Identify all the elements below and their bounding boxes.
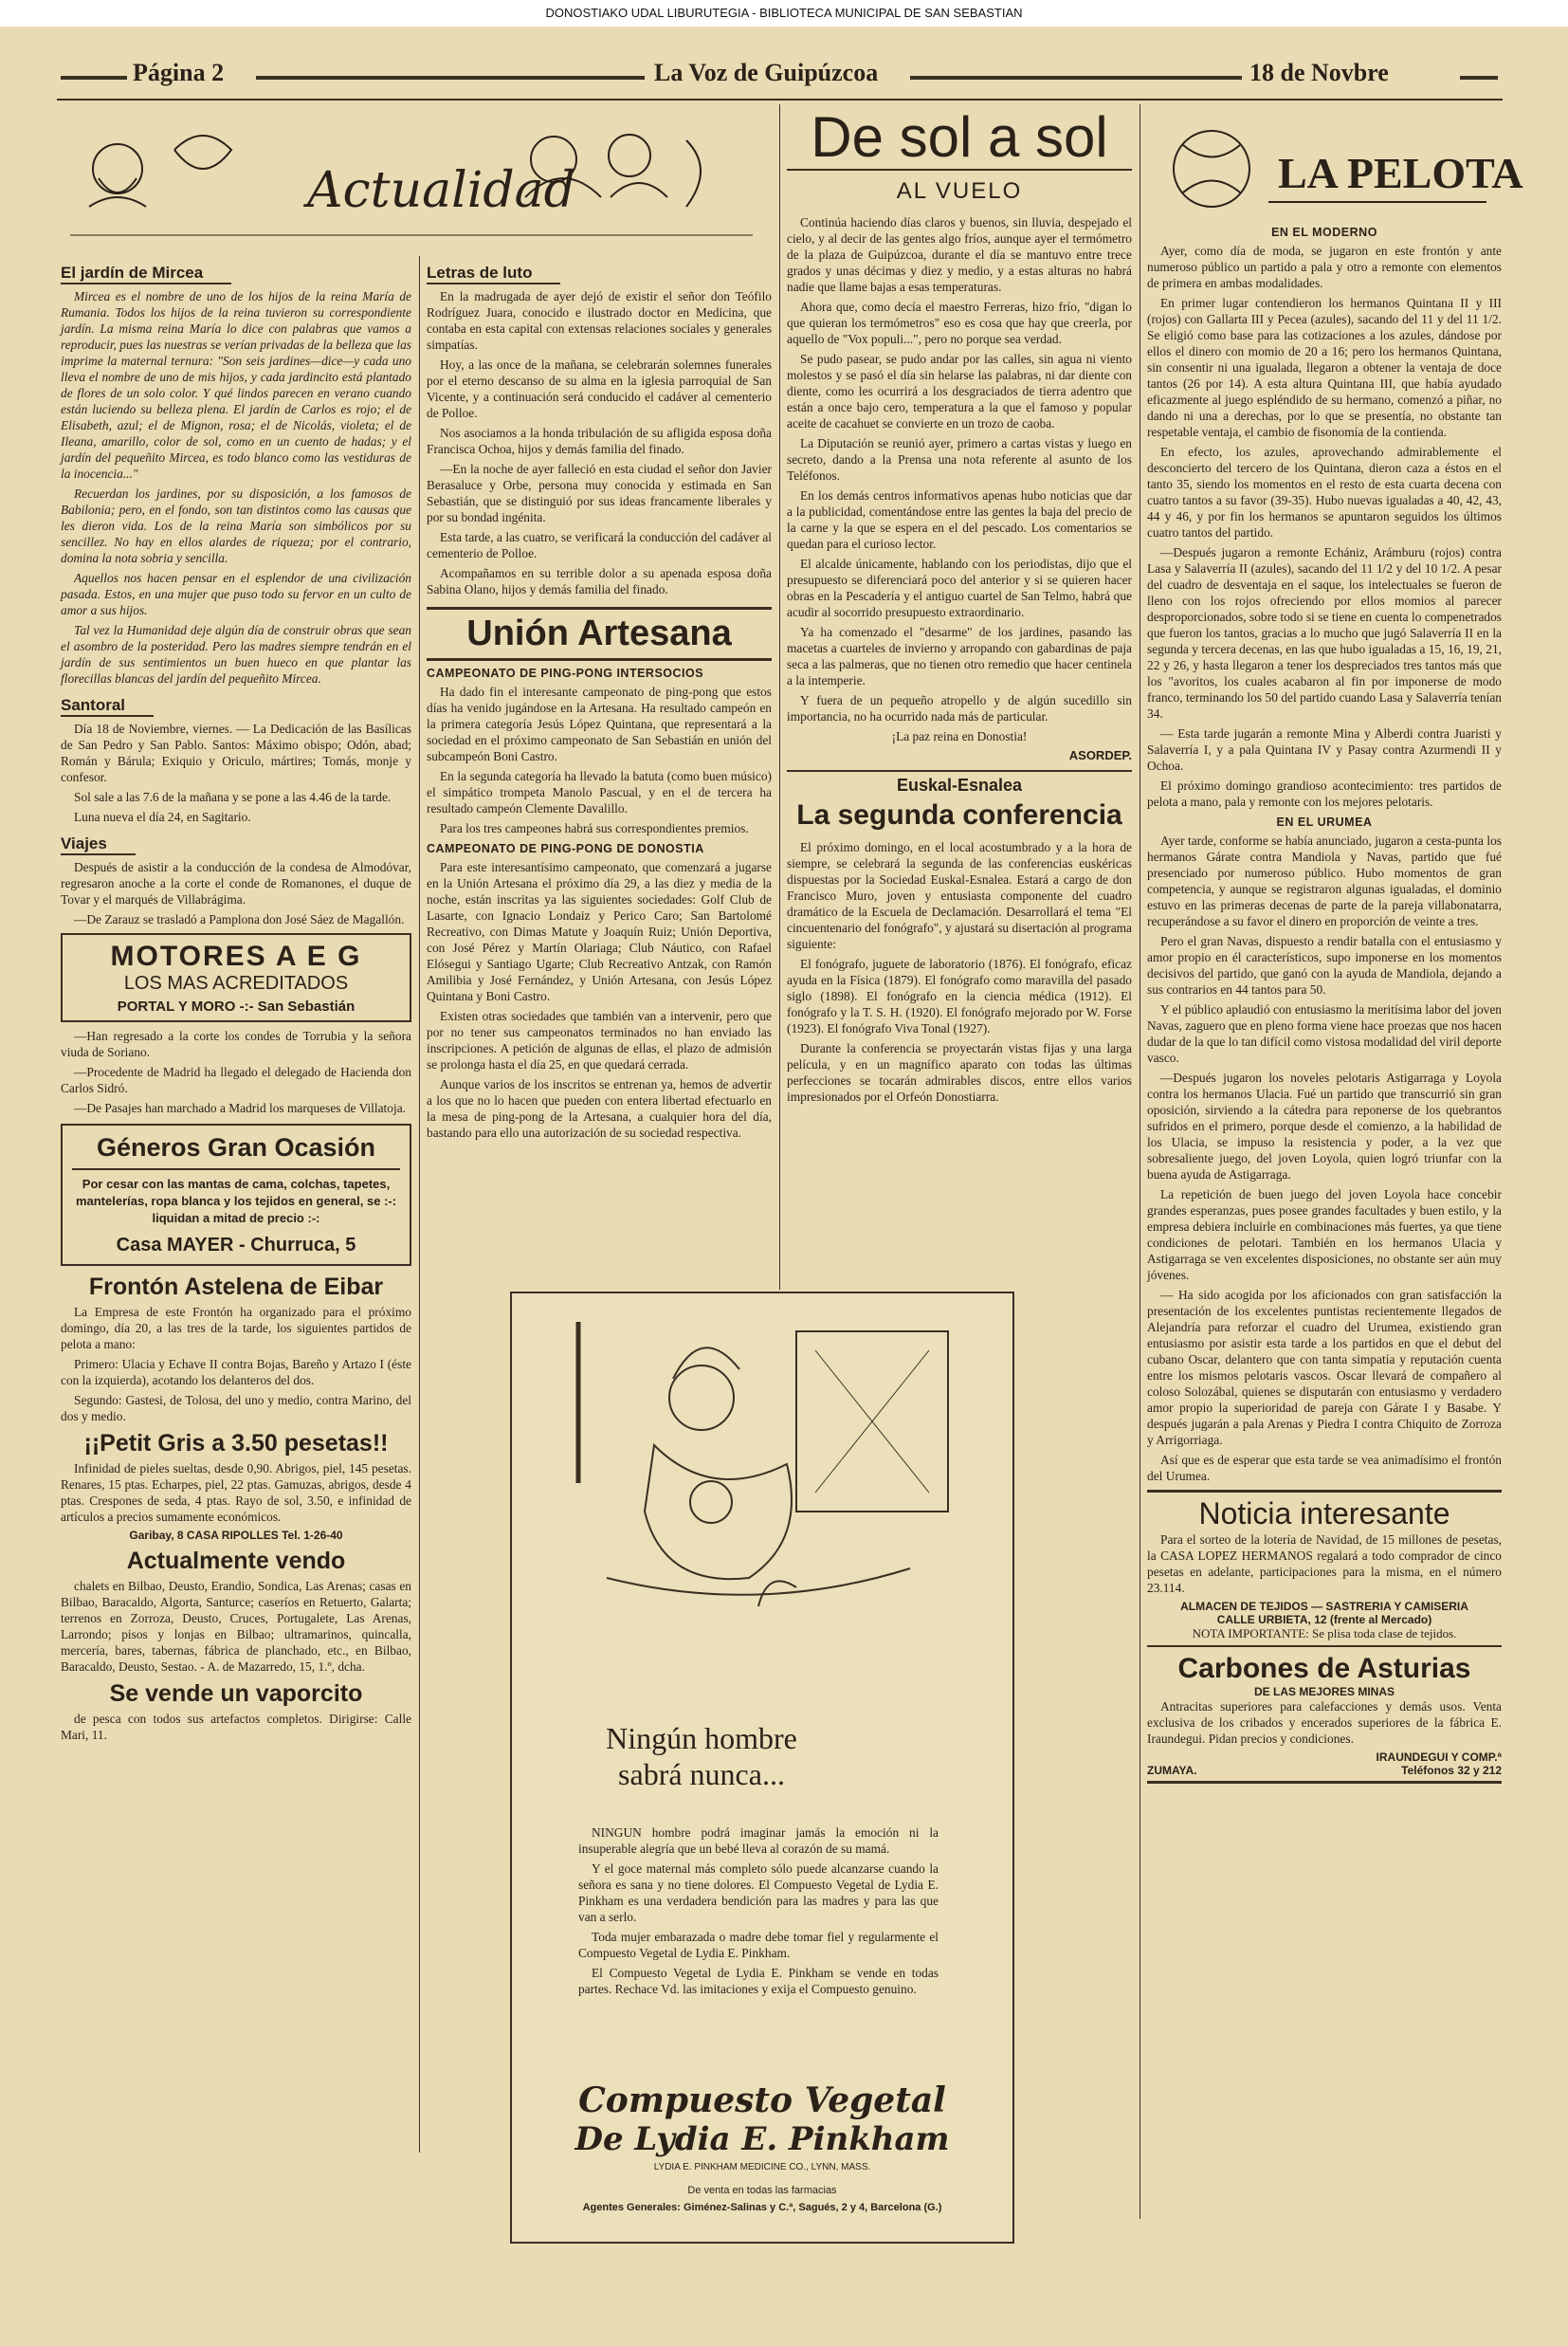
carbones-sub: DE LAS MEJORES MINAS [1253,1685,1395,1698]
carbones-p: Antracitas superiores para calefacciones y demás usos. Venta exclusiva de los cribados y encerados superiores de la fábrica E. Iraundegui. Pidan precios y condiciones. [1147,1699,1502,1746]
carbones-addr-left: ZUMAYA. [1147,1764,1197,1777]
santoral-p2: Sol sale a las 7.6 de la mañana y se pone a las 4.46 de la tarde. [74,790,392,804]
luto-p2: Hoy, a las once de la mañana, se celebrarán solemnes funerales por el eterno descanso de su alma en la iglesia parroquial de San Vicente, y a continuación será conducido el cadáver al cementerio de Polloe. [427,357,772,420]
running-head-date: 18 de Novbre [1249,59,1389,86]
pinkham-maker: LYDIA E. PINKHAM MEDICINE CO., LYNN, MASS. [653,2162,871,2172]
head-rule-mid [256,76,645,80]
viajes-p4: —Procedente de Madrid ha llegado el delegado de Hacienda don Carlos Sidró. [61,1065,411,1095]
motores-sub: LOS MAS ACREDITADOS [123,973,349,994]
pinkham-sale: De venta en todas las farmacias [687,2185,837,2196]
mother-baby-illustration [512,1293,1012,1720]
urumea-p7: Así que es de esperar que esta tarde se vea animadísimo el frontón del Urumea. [1147,1453,1502,1483]
pinkham-brand-1: Compuesto Vegetal [578,2080,946,2120]
pinkham-p3: Toda mujer embarazada o madre debe tomar fiel y regularmente el Compuesto Vegetal de Lydia E. Pinkham. [578,1930,939,1960]
petit-addr: Garibay, 8 CASA RIPOLLES Tel. 1-26-40 [129,1529,343,1542]
jardin-title: El jardín de Mircea [61,264,231,284]
column-3 [787,106,1132,1282]
cp2-title: CAMPEONATO DE PING-PONG DE DONOSTIA [427,842,704,855]
head-rule-mid2 [910,76,1242,80]
conf-title: La segunda conferencia [796,799,1122,831]
desol-sign: ASORDEP. [1068,748,1132,762]
carbones-ad [1147,1653,1502,1784]
cp1-p2: En la segunda categoría ha llevado la batuta (como buen músico) el simpático trompeta Manolo Pascual, y en el de tercera ha resultado campeón Clemente Davalillo. [427,769,772,816]
pinkham-brand-2: De Lydia E. Pinkham [574,2120,950,2158]
pinkham-agents: Agentes Generales: Giménez-Salinas y C.ª, Sagués, 2 y 4, Barcelona (G.) [582,2202,942,2213]
petit-title: ¡¡Petit Gris a 3.50 pesetas!! [83,1430,389,1457]
actualidad-logo [61,112,762,254]
petit-p: Infinidad de pieles sueltas, desde 0,90. Abrigos, piel, 145 pesetas. Renares, 15 ptas. Echarpes, piel, 22 ptas. Gamuzas, abrigos, desde 4 ptas. Crespones de seda, 4 ptas. Rayo de sol, 3.50, e infinidad de artículos a precios sumamente económicos. [61,1461,411,1524]
noticia-p1: Para el sorteo de la lotería de Navidad, de 15 millones de pesetas, la CASA LOPEZ HERMANOS regalará a todo comprador de cinco pesetas en adelante, participaciones para la misma, en el número 23.114. [1147,1532,1502,1595]
santoral-p1: Día 18 de Noviembre, viernes. — La Dedicación de las Basílicas de San Pedro y San Pablo. Santos: Máximo obispo; Odón, abad; Román y Bárula; Exiquio y Oriculo, mártires; Tomás, monje y confesor. [61,722,411,784]
head-rule-left [61,76,127,80]
conf-p2: El fonógrafo, juguete de laboratorio (1876). El fonógrafo, eficaz ayuda en la Física (1879). El fonógrafo como maravilla del pasado siglo (1898). El fonógrafo en la ciencia médica (1912). El fonógrafo y la T. S. H. (1920). El fonógrafo mejorado por W. Forse (1923). El fonógrafo Viva Tonal (1927). [787,957,1132,1036]
actualidad-logo-text: Actualidad [307,162,575,219]
running-head-paper: La Voz de Guipúzcoa [654,59,879,86]
conf-p3: Durante la conferencia se proyectarán vistas fijas y una larga película, y en un magnífico aparato con todas las últimas perfecciones se tocarán admirables discos, entre ellos varios impresionados por el Orfeón Donostiarra. [787,1041,1132,1104]
desol-p9: ¡La paz reina en Donostia! [891,729,1028,743]
fronton-p2: Primero: Ulacia y Echave II contra Bojas, Bareño y Artazo I (éste con la izquierda), acotando los delanteros del dos. [61,1357,411,1387]
cp1-p3: Para los tres campeones habrá sus correspondientes premios. [440,821,749,835]
pinkham-p4: El Compuesto Vegetal de Lydia E. Pinkham se vende en todas partes. Rechace Vd. las imitaciones y exija el Compuesto genuino. [578,1966,939,1996]
library-banner: DONOSTIAKO UDAL LIBURUTEGIA - BIBLIOTECA MUNICIPAL DE SAN SEBASTIAN [0,0,1568,27]
carbones-title: Carbones de Asturias [1177,1653,1471,1684]
desol-title: De sol a sol [787,106,1132,171]
cp1-title: CAMPEONATO DE PING-PONG INTERSOCIOS [427,667,704,680]
moderno-p1: Ayer, como día de moda, se jugaron en este frontón y ante numeroso público un partido a pala y otro a remonte con elementos de primera en ambas modalidades. [1147,244,1502,290]
luto-p3: Nos asociamos a la honda tribulación de su afligida esposa doña Francisca Ochoa, hijos y demás familia del finado. [427,426,772,456]
motores-title: MOTORES A E G [110,941,362,972]
conf-p1: El próximo domingo, en el local acostumbrado y a la hora de siempre, se celebrará la segunda de las conferencias euskéricas dispuestas por la Sociedad Euskal-Esnalea. Estará a cargo de don Francisco Muro, joven y entusiasta componente del cuadro dramático de la Escuela de Declamación. Desarrollará el tema "El cincuentenario del fonógrafo", y ajustará su disertación al programa siguiente: [787,840,1132,951]
head-rule-right [1460,76,1498,80]
urumea-p6: — Ha sido acogida por los aficionados con gran satisfacción la presentación de los excelentes puntistas recientemente llegados de Alejandría para reforzar el cuadro del Urumea, existiendo gran entusiasmo por asistir esta tarde a los partidos en que el debut del cubano Oscar, delantero que con tanta simpatía y reputación cuenta entre los mismos pelotaris vascos. Oscar llevará de compañero al coloso Solozábal, quienes se disputarán con entusiasmo y verdadero amor propio la superioridad de pareja con Gárate I y Basabe. Y después jugarán a pala Arenas y Piedra I contra Chiquito de Zorroza y Arrigorriaga. [1147,1288,1502,1447]
column-divider-2 [779,104,780,1290]
cp2-p3: Aunque varios de los inscritos se entrenan ya, hemos de advertir a los que no lo hacen que pueden con entera libertad efectuarlo en la mesa de ping-pong de la Artesana, a cualquier hora del día, bastando para ello una autorización de su sociedad respectiva. [427,1077,772,1140]
viajes-p2: —De Zarauz se trasladó a Pamplona don José Sáez de Magallón. [74,912,405,926]
vaporcito-p: de pesca con todos sus artefactos completos. Dirigirse: Calle Mari, 11. [61,1712,411,1742]
santoral-p3: Luna nueva el día 24, en Sagitario. [74,810,251,824]
moderno-p5: — Esta tarde jugarán a remonte Mina y Alberdi contra Juaristi y Salaverría I, y a pala Quintana IV y Pasay contra Azurmendi II y Ochoa. [1147,726,1502,773]
cp2-p1: Para este interesantísimo campeonato, que comenzará a jugarse en la Unión Artesana el próximo día 29, a las diez y media de la noche, están inscritas ya las siguientes sociedades: Golf Club de Lasarte, con Ignacio Londaiz y Perico Caro; San Bartolomé Recreativo, con Dimas Matute y Joaquín Ruiz; Unión Deportiva, con José Pérez y Martín Olariaga; Club Náutico, con Rafael Elósegui y Santiago Ugarte; Club Recreativo Antzak, con Ramón Amilibia y José Fernández, y Unión Artesana, con Jesús López Quintana y Boni Castro. [427,860,772,1003]
pinkham-body [578,1824,939,2001]
fronton-p3: Segundo: Gastesi, de Tolosa, del uno y medio, contra Marino, del dos y medio. [61,1393,411,1423]
generos-title: Géneros Gran Ocasión [72,1133,400,1170]
jardin-p1: Mircea es el nombre de uno de los hijos de la reina María de Rumania. Todos los hijos de la reina tuvieron su correspondiente jardín. La misma reina María lo dice con palabras que vamos a reproducir, pues las nuestras se verían privadas de la belleza que las imprime la maternal ternura: "Son seis jardines—dice—y cada uno lleva el nombre de uno de mis hijos, y cada jardincito está plantado de flores de un solo color. Y qué lindos parecen en verano cuando están luciendo su belleza plena. El jardín de Carlos es rojo; el de Elisabeth, azul; el de Mignon, rosa; el de Nicolás, violeta; el de Ileana, amarillo, color de sol, como en un cuento de hadas; y el jardín del pequeñito Mircea, es todo blanco como las vestiduras de la inocencia..." [61,289,411,481]
carbones-addr-right: Teléfonos 32 y 212 [1401,1764,1502,1777]
urumea-title: EN EL URUMEA [1276,816,1373,829]
cp2-p2: Existen otras sociedades que también van a intervenir, pero que por no tener sus campeonatos terminados no han enviado las inscripciones. A petición de algunas de ellas, el plazo de admisión se prolonga hasta el día 25, en que quedará cerrada. [427,1009,772,1072]
moderno-p4: —Después jugaron a remonte Echániz, Arámburu (rojos) contra Lasa y Salaverría II (azules), sacando del 11 1/2 y del 10 1/2. A pesar del cuadro de desventaja en el saque, los intelectuales se fueron de lleno con los rojos ofreciendo por ellos momios al parecer desproporcionados, sobre todo si se tiene en cuenta lo compenetrados que fueron los tantos, gracias a lo mucho que jugó Salaverría II en la segunda y tercera decenas, en las que hubo igualadas a 15, 16, 19, 21, 22 y 26, y hasta llegaron a tener los despreciados tres tantos más que los "avoritos, los cuales acabaron al fin por imponerse de modo franco, terminando los 50 del partido cuando Lasa y Salaverría tenían 34. [1147,545,1502,721]
viajes-p1: Después de asistir a la conducción de la condesa de Almodóvar, regresaron anoche a la corte el conde de Romanones, el duque de Tovar y el marqués de Villabrágima. [61,860,411,907]
urumea-p2: Pero el gran Navas, dispuesto a rendir batalla con el entusiasmo y amor propio en él característicos, supo imponerse en los momentos decisivos del partido, que ganó con la ayuda de Mandiola, dejando a sus contrarios en 44 tantos para 50. [1147,934,1502,997]
carbones-address-row [1147,1764,1502,1777]
cp1-p1: Ha dado fin el interesante campeonato de ping-pong que estos días ha venido jugándose en la Artesana. Ha resultado campeón en la primera categoría Jesús López Quintana, que representará a la sociedad en el próximo campeonato de San Sebastián en unión del subcampeón Boni Castro. [427,685,772,763]
jardin-p3: Aquellos nos hacen pensar en el esplendor de una civilización pasada. Estos, en una mujer que puso todo su fervor en un culto de amor a sus hijos. [61,571,411,617]
union-title: Unión Artesana [427,607,772,661]
desol-p4: La Diputación se reunió ayer, primero a cartas vistas y luego en secreto, dando a la Prensa una nota referente al asunto de los Teléfonos. [787,436,1132,483]
desol-p6: El alcalde únicamente, hablando con los periodistas, dijo que el presupuesto se diferenciará poco del anterior y si se quieren hacer obras en la Pescadería y el antiguo cuartel de San Telmo, habrá que acudir al socorrido presupuesto extraordinario. [787,557,1132,619]
luto-p6: Acompañamos en su terrible dolor a su apenada esposa doña Sabina Olano, hijos y demás familia del finado. [427,566,772,596]
running-head-page: Página 2 [133,59,225,86]
luto-p4: —En la noche de ayer falleció en esta ciudad el señor don Javier Berasaluce y Orbe, persona muy conocida y estimada en San Sebastián, que se distinguió por sus ideas francamente liberales y por su bondad ingénita. [427,462,772,524]
desol-subtitle: AL VUELO [896,178,1023,204]
pelota-logo-text: LA PELOTA [1278,149,1523,197]
generos-ad [61,1124,411,1266]
column-divider-1 [419,256,420,2153]
generos-shop: Casa MAYER - Churruca, 5 [116,1235,356,1255]
moderno-title: EN EL MODERNO [1271,226,1377,239]
pinkham-headline: Ningún hombre sabrá nunca... [606,1721,797,1791]
pinkham-p1: NINGUN hombre podrá imaginar jamás la emoción ni la insuperable alegría que un bebé lleva al corazón de su mamá. [578,1825,939,1856]
pelota-logo [1155,112,1523,216]
generos-body: Por cesar con las mantas de cama, colchas, tapetes, mantelerías, ropa blanca y los tejidos en general, se :-: liquidan a mitad de precio :-: [75,1177,397,1225]
vaporcito-title: Se vende un vaporcito [109,1680,363,1707]
carbones-sign: IRAUNDEGUI Y COMP.ª [1376,1750,1502,1764]
urumea-p4: —Después jugaron los noveles pelotaris Astigarraga y Loyola contra los hermanos Ulacia. Fué un partido que transcurrió sin gran oposición, sirviendo a la cátedra para reponerse de los quebrantos sufridos en el primero, porque desde el comienzo, a la habilidad de los Ulacia, se impuso la resistencia y poder, a la vez que sobresaliente juego, del joven Loyola, quien logró triunfar con la buena ayuda de Astigarraga. [1147,1071,1502,1182]
viajes-p5: —De Pasajes han marchado a Madrid los marqueses de Villatoja. [74,1101,406,1115]
santoral-title: Santoral [61,696,154,717]
head-underline [57,99,1503,101]
column-2 [427,258,772,1282]
urumea-p1: Ayer tarde, conforme se había anunciado, jugaron a cesta-punta los hermanos Gárate contra Mandiola y Navas, partido que fué presenciado por numeroso público. Hubo momentos de gran competencia, y aunque se registraron algunas igualadas, el dominio estuvo en las primeras decenas de parte de la pareja villabonatarra, recuperándose a su favor el dinero en proporción de veinte a tres. [1147,834,1502,928]
vendo-p: chalets en Bilbao, Deusto, Erandio, Sondica, Las Arenas; casas en Bilbao, Baracaldo, Algorta, Santurce; caseríos en Retuerto, Galarta; terrenos en Zorroza, Deusto, Cruces, Portugalete, Las Arenas, Larrondo; pisos y lonjas en Bilbao; ultramarinos, quincalla, mercería, bares, tabernas, fábrica de planchado, etc., en Bilbao, Baracaldo, Deusto, Sestao. - A. de Mazarredo, 15, 1.º, dcha. [61,1579,411,1674]
noticia-ad [1147,1490,1502,1647]
actualidad-drawing [61,112,762,254]
vendo-title: Actualmente vendo [126,1548,346,1574]
jardin-p4: Tal vez la Humanidad deje algún día de construir obras que sean el asombro de la posteridad. Pero las madres siempre tendrán en el jardín de sus sentimientos un buen hueco en que plantar las florecillas blancas del jardín del pequeñito Mircea. [61,623,411,686]
urumea-p3: Y el público aplaudió con entusiasmo la meritísima labor del joven Navas, zaguero que en pleno forma viene hace proezas que nos hacen dudar de la que lo tan difícil como vistosa modalidad del viril deporte vasco. [1147,1002,1502,1065]
noticia-title: Noticia interesante [1198,1496,1450,1530]
viajes-p3: —Han regresado a la corte los condes de Torrubia y la señora viuda de Soriano. [61,1029,411,1059]
desol-p2: Ahora que, como decía el maestro Ferreras, hizo frío, "digan lo que quieran los termómetros" eso es cosa que hay que creerla, por aquello de "Vox populi...", pero no porque sea verdad. [787,300,1132,346]
pelota-drawing [1155,112,1523,216]
jardin-p2: Recuerdan los jardines, por su disposición, a los famosos de Babilonia; pero, en el fondo, son tan distintos como las causas que les dieron vida. Los de la reina María son simbólicos por su sencillez. No hay en ellos alardes de riqueza; por el contrario, domina la nota sobria y sencilla. [61,486,411,565]
desol-p7: Ya ha comenzado el "desarme" de los jardines, pasando las macetas a cuarteles de invierno y arropando con gabardinas de paja seca a las palmeras, que no tienen otro remedio que hacer centinela a la intemperie. [787,625,1132,687]
fronton-p1: La Empresa de este Frontón ha organizado para el próximo domingo, día 20, a las tres de la tarde, los siguientes partidos de pelota a mano: [61,1305,411,1351]
column-1 [61,258,411,2335]
pinkham-ad [510,1292,1014,2244]
luto-p5: Esta tarde, a las cuatro, se verificará la conducción del cadáver al cementerio de Polloe. [427,530,772,560]
noticia-p3: CALLE URBIETA, 12 (frente al Mercado) [1216,1613,1432,1626]
desol-p5: En los demás centros informativos apenas hubo noticias que dar a la publicidad, comentándose entre las gentes la baja del precio de la carne y la que se espera en el del pescado. Los comentarios se quedan para el curioso lector. [787,488,1132,551]
column-4 [1147,220,1502,2335]
desol-p1: Continúa haciendo días claros y buenos, sin lluvia, despejado el cielo, y al decir de las gentes algo fríos, aunque ayer el termómetro de la plaza de Guipúzcoa, durante el día se mantuvo entre trece grados y unas décimas y diez y medio, y a estas alturas no habrá nadie que llame bajas a esas temperaturas. [787,215,1132,294]
desol-p8: Y fuera de un pequeño atropello y de algún sucedillo sin importancia, no ha ocurrido nada más de particular. [787,693,1132,724]
moderno-p3: En efecto, los azules, aprovechando admirablemente el desconcierto del tercero de los Quintana, dieron caza a éstos en el tanto 35, siendo los momentos en el resto de esta cuarta decena con cuatro tantos a su favor (39-35). Hubo nuevas igualadas a 40, 42, 43, 44 y 46, y por fin los hermanos se apuntaron seguidos los últimos cuatro tantos del partido. [1147,445,1502,540]
motores-ad [61,933,411,1022]
desol-p3: Se pudo pasear, se pudo andar por las calles, sin agua ni viento molestos y se pasó el día sin helarse las palabras, ni dar diente con diente, como les ocurrirá a los desgraciados de tierra adentro que están a once bajo cero, temperatura a la que el famoso y popular aceite de cacahuet se convierte en un trozo de caoba. [787,352,1132,431]
pinkham-p2: Y el goce maternal más completo sólo puede alcanzarse cuando la señora es sana y no tiene dolores. El Compuesto Vegetal de Lydia E. Pinkham es una verdadera bendición para las madres y para las que van a serlo. [578,1861,939,1924]
noticia-p2: ALMACEN DE TEJIDOS — SASTRERIA Y CAMISERIA [1180,1600,1468,1613]
euskal-title: Euskal-Esnalea [787,770,1132,796]
luto-p1: En la madrugada de ayer dejó de existir el señor don Teófilo Rodríguez Juara, conocido e ilustrado doctor en Medicina, que contaba en esta capital con extensas relaciones sociales y generales simpatías. [427,289,772,352]
motores-addr: PORTAL Y MORO -:- San Sebastián [117,999,356,1015]
urumea-p5: La repetición de buen juego del joven Loyola hace concebir grandes esperanzas, pues posee grandes facultades y buen estilo, y la empresa debiera incluirle en combinaciones más fuertes, ya que tiene condiciones de pelotari. También en los hermanos Ulacia y Astigarraga se ven excelentes disposiciones, no obstante ser aún muy jóvenes. [1147,1187,1502,1282]
viajes-title: Viajes [61,834,136,855]
fronton-title: Frontón Astelena de Eibar [88,1274,384,1300]
noticia-p4: NOTA IMPORTANTE: Se plisa toda clase de tejidos. [1192,1626,1457,1640]
moderno-p6: El próximo domingo grandioso acontecimiento: tres partidos de pelota a mano, pala y remonte con los mejores pelotaris. [1147,779,1502,809]
luto-title: Letras de luto [427,264,560,284]
moderno-p2: En primer lugar contendieron los hermanos Quintana II y III (rojos) con Gallarta III y Pecea (azules), sacando del 11 y del 11 1/2. Se eligió como base para las cotizaciones a los azules, dándose por ellos el dinero con momio de 20 a 16; pero los hermanos Quintana, sin consentir ni una igualada, llegaron a obtener la ventaja de doce tantos (26 por 14). A esta altura Quintana III, que había ayudado eficazmente al juego espléndido de su hermano, comenzó a piñar, no dando ni una a derechas, por lo que se presentía, no obstante tan respetable ventaja, el cambio de fisonomía de la contienda. [1147,296,1502,439]
